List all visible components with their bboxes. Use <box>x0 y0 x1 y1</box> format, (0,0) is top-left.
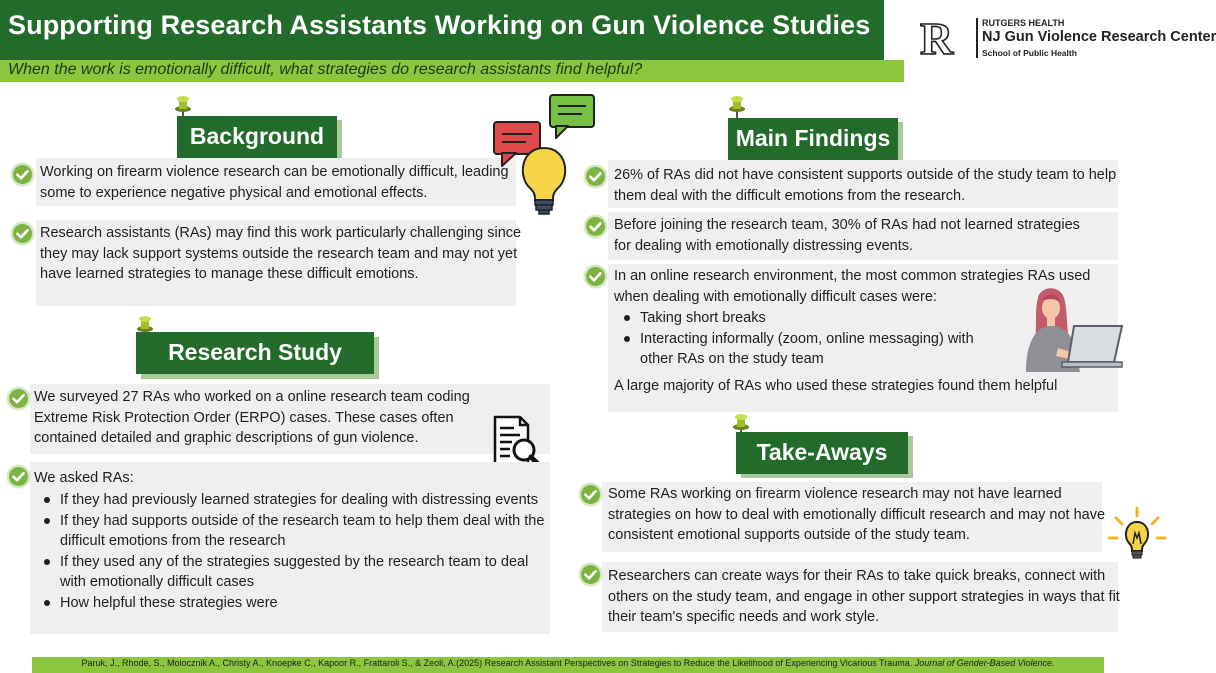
main-findings-heading: Main Findings <box>728 118 898 160</box>
svg-text:R: R <box>920 13 954 64</box>
citation-footer <box>32 657 1104 673</box>
logo-center: NJ Gun Violence Research Center <box>982 29 1216 45</box>
main-findings-conclusion: A large majority of RAs who used these strategies found them helpful <box>614 378 1058 394</box>
research-study-heading: Research Study <box>136 332 374 374</box>
list-item: If they used any of the strategies suggested by the research team to deal with emotionally difficult cases <box>44 552 550 593</box>
check-circle-icon <box>6 386 31 411</box>
speech-bubbles-lightbulb-icon <box>490 92 600 216</box>
research-questions-list <box>44 490 550 613</box>
check-circle-icon <box>583 164 608 189</box>
subtitle-bar <box>0 60 904 82</box>
check-circle-icon <box>583 264 608 289</box>
lightbulb-icon <box>1106 506 1168 568</box>
main-findings-item-3: In an online research environment, the most common strategies RAs used when dealing with emotionally difficult cases were: <box>614 268 1091 305</box>
list-item: If they had previously learned strategies for dealing with distressing events <box>44 490 550 511</box>
background-item-1: Working on firearm violence research can be emotionally difficult, leading some to experience negative physical and emotional effects. <box>40 164 509 201</box>
list-item: Taking short breaks <box>624 308 994 329</box>
check-circle-icon <box>578 562 603 587</box>
woman-laptop-icon <box>1018 286 1126 374</box>
page-subtitle: When the work is emotionally difficult, what strategies do research assistants find helpful? <box>8 61 643 78</box>
rutgers-r-icon <box>918 13 968 64</box>
background-item-2: Research assistants (RAs) may find this work particularly challenging since they may lack support systems outside the research team and may not yet have learned strategies to manage these difficult emotions. <box>40 225 522 282</box>
check-circle-icon <box>578 482 603 507</box>
main-findings-item-1: 26% of RAs did not have consistent supports outside of the study team to help them deal with the difficult emotions from the research. <box>614 167 1117 204</box>
take-aways-item-2: Researchers can create ways for their RAs to take quick breaks, connect with others on the study team, and engage in other support strategies in ways that fit their team's specific needs and work style. <box>608 568 1120 625</box>
strategies-list <box>624 308 994 370</box>
citation-text <box>32 658 1104 668</box>
citation-authors: Paruk, J., Rhode, S., Molocznik A., Christy A., Knoepke C., Kapoor R., Frattaroli S., & Zeoli, A.(2025) Research Assistant Perspectives on Strategies to Reduce the Likelihood of Experiencing Vicarious Trauma. <box>81 658 913 668</box>
logo-org: RUTGERS HEALTH <box>982 18 1065 28</box>
logo-school: School of Public Health <box>982 48 1077 58</box>
logo-divider <box>976 18 978 58</box>
list-item: How helpful these strategies were <box>44 593 550 614</box>
background-heading: Background <box>177 116 337 158</box>
research-study-asked: We asked RAs: <box>34 470 134 486</box>
take-aways-heading: Take-Aways <box>736 432 908 474</box>
list-item: If they had supports outside of the research team to help them deal with the difficult emotions from the research <box>44 511 550 552</box>
research-study-intro: We surveyed 27 RAs who worked on a online research team coding Extreme Risk Protection Order (ERPO) cases. These cases often contained detailed and graphic descriptions of gun violence. <box>34 389 470 446</box>
check-circle-icon <box>10 162 35 187</box>
take-aways-item-1: Some RAs working on firearm violence research may not have learned strategies on how to deal with emotionally difficult research and may not have consistent emotional supports outside of the study team. <box>608 486 1106 543</box>
rutgers-logo <box>918 13 1216 64</box>
list-item: Interacting informally (zoom, online messaging) with other RAs on the study team <box>624 329 994 370</box>
citation-journal: Journal of Gender-Based Violence. <box>914 658 1055 668</box>
check-circle-icon <box>10 221 35 246</box>
check-circle-icon <box>583 214 608 239</box>
page-title: Supporting Research Assistants Working on Gun Violence Studies <box>8 10 871 40</box>
title-bar <box>0 0 884 60</box>
main-findings-item-2: Before joining the research team, 30% of RAs had not learned strategies for dealing with emotionally distressing events. <box>614 217 1080 254</box>
check-circle-icon <box>6 464 31 489</box>
